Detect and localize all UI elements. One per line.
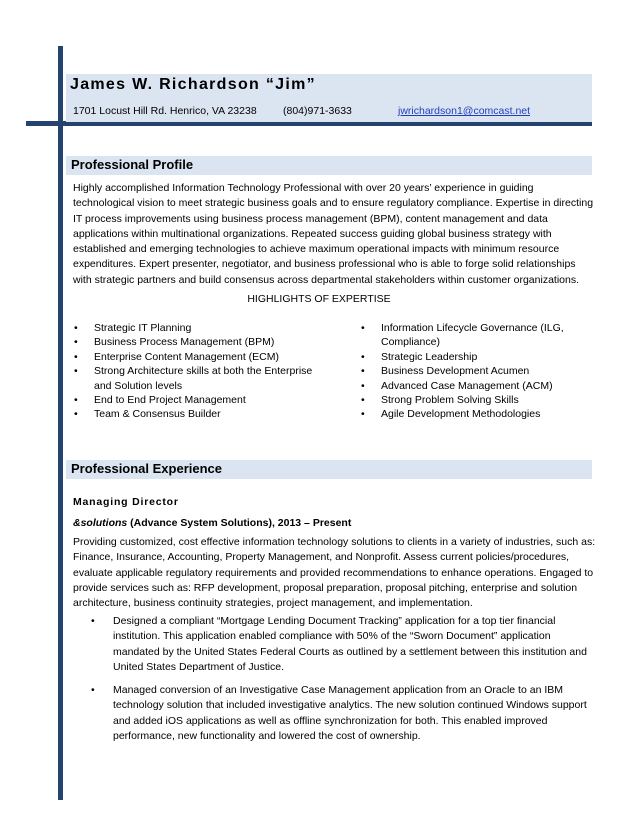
list-item: • Designed a compliant “Mortgage Lending Document Tracking” application for a top tier financial institution. This application enabled compliance with 50% of the “Sworn Document” application mandated by the United States Federal Courts as outlined by a settlement between this institution and United States Department of Justice. — [91, 614, 591, 675]
list-item: • Enterprise Content Management (ECM) — [74, 350, 314, 364]
experience-heading: Professional Experience — [71, 461, 223, 476]
list-item: • Strong Problem Solving Skills — [361, 393, 591, 407]
company-details: (Advance System Solutions), 2013 – Present — [127, 517, 352, 529]
list-item: • End to End Project Management — [74, 393, 314, 407]
list-item: • Advanced Case Management (ACM) — [361, 379, 591, 393]
candidate-name: James W. Richardson “Jim” — [70, 76, 316, 93]
job-bullets — [91, 614, 591, 752]
left-accent-bar — [58, 46, 63, 800]
profile-text: Highly accomplished Information Technology Professional with over 20 years’ experience in guiding technological vision to meet strategic business goals and to ensure regulatory compliance. Expertise in directing IT process improvements using business process management (BPM), content management and data applications within multinational organizations. Repeated success guiding global business strategy with established and emerging technologies to achieve maximum operational impacts with minimum resource expenditures. Expert presenter, negotiator, and business professional who is able to forge solid relationships with strategic partners and build consensus across departmental stakeholders within customer organizations. — [73, 182, 594, 286]
highlights-heading: HIGHLIGHTS OF EXPERTISE — [247, 293, 391, 305]
address: 1701 Locust Hill Rd. Henrico, VA 23238 — [73, 105, 257, 117]
list-item: • Managed conversion of an Investigative Case Management application from an Oracle to an IBM technology solution that included investigative analytics. The new solution continued Windows support and added iOS applications as well as offline synchronization for both. This enabled improved performance, new functionality and lowered the cost of ownership. — [91, 683, 591, 744]
highlights-left-list — [74, 321, 314, 422]
phone: (804)971-3633 — [283, 105, 352, 117]
list-item: • Strong Architecture skills at both the Enterprise and Solution levels — [74, 364, 314, 393]
job-summary: Providing customized, cost effective information technology solutions to clients in a variety of industries, such as: Finance, Insurance, Accounting, Property Management, and Nonprofit. Assess current policies/procedures, evaluate applicable regulatory requirements and provided recommendations to enhance operations. Engaged to provide services such as: RFP development, proposal preparation, proposal pitching, enterprise and solution architecture, business continuity strategies, project management, and implementation. — [73, 536, 596, 610]
list-item: • Agile Development Methodologies — [361, 407, 591, 421]
list-item: • Information Lifecycle Governance (ILG, Compliance) — [361, 321, 591, 350]
list-item: • Strategic IT Planning — [74, 321, 314, 335]
job-title: Managing Director — [73, 496, 179, 508]
list-item: • Business Process Management (BPM) — [74, 335, 314, 349]
profile-heading: Professional Profile — [71, 157, 194, 172]
list-item: • Team & Consensus Builder — [74, 407, 314, 421]
company-name: &solutions — [73, 517, 128, 529]
email-link[interactable]: jwrichardson1@comcast.net — [398, 105, 531, 117]
list-item: • Strategic Leadership — [361, 350, 591, 364]
company-line — [73, 517, 351, 529]
highlights-right-list — [361, 321, 591, 422]
list-item: • Business Development Acumen — [361, 364, 591, 378]
